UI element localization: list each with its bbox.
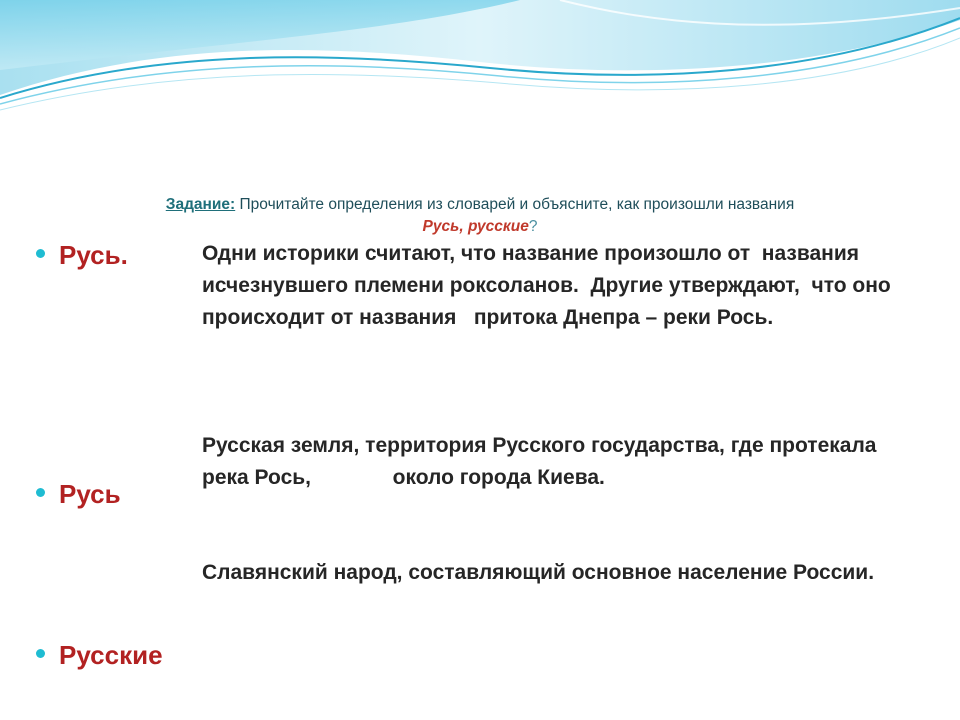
term-label: Русь. (59, 240, 128, 270)
bullet-icon (36, 488, 45, 497)
task-terms: Русь, русские (422, 218, 529, 235)
term-label: Русь (59, 479, 121, 509)
task-question-mark: ? (528, 218, 538, 235)
term-rus-1 (36, 240, 128, 271)
term-russkie (36, 640, 163, 671)
term-label: Русские (59, 640, 163, 670)
task-label: Задание: (165, 196, 236, 213)
definition-russkie: Славянский народ, составляющий основное население России. (202, 561, 875, 584)
bullet-icon (36, 249, 45, 258)
definition-rus-2: Русская земля, территория Русского государства, где протекала река Рось, около города Киева. (202, 434, 883, 489)
wave-header-decoration (0, 0, 960, 120)
task-text: Прочитайте определения из словарей и объясните, как произошли названия (235, 196, 795, 213)
definition-rus-1: Одни историки считают, что название произошло от названия исчезнувшего племени роксоланов. Другие утверждают, что оно происходит от названия притока Днепра – реки Рось. (202, 242, 897, 329)
term-rus-2 (36, 479, 121, 510)
bullet-icon (36, 649, 45, 658)
task-instruction (40, 194, 920, 238)
